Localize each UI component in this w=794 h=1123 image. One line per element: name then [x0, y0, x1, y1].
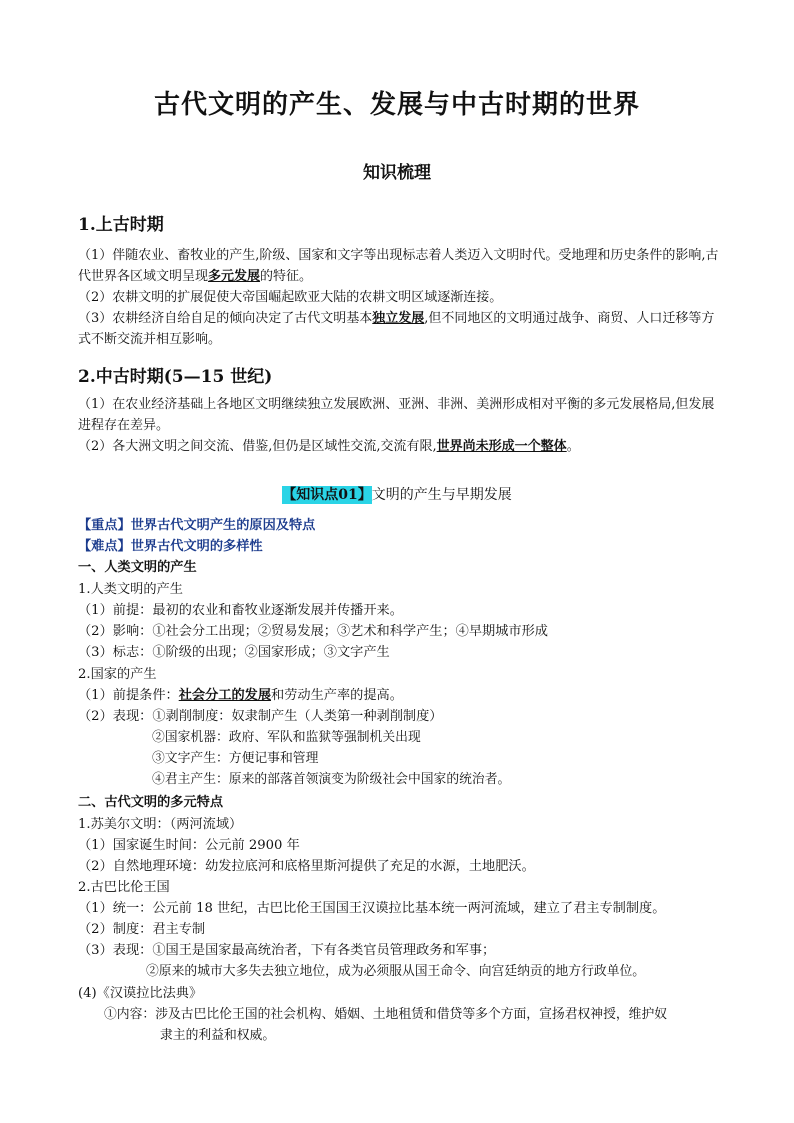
focus-tag: 【重点】 [78, 518, 131, 533]
difficulty-line [78, 537, 263, 557]
list-item: （1）前提：最初的农业和畜牧业逐渐发展并传播开来。 [78, 603, 403, 618]
focus-line [78, 516, 315, 536]
highlight: 】 [357, 487, 372, 503]
difficulty-text: 世界古代文明的多样性 [130, 539, 263, 554]
list-item: ①内容：涉及古巴比伦王国的社会机构、婚姻、土地租赁和借贷等多个方面，宣扬君权神授，维护奴 [104, 1007, 668, 1022]
list-item: （2）自然地理环境：幼发拉底河和底格里斯河提供了充足的水源，土地肥沃。 [78, 859, 535, 874]
text: （3）农耕经济自给自足的倾向决定了古代文明基本 [78, 311, 373, 326]
section-heading-medieval: 2.中古时期(5—15 世纪) [78, 367, 273, 387]
underlined-text: 世界尚未形成一个整体 [436, 439, 567, 454]
text: ,但不同地区的文明通过战争、商贸、人口迁移等方式不断交流并相互影响。 [78, 311, 715, 347]
text: （1）前提条件： [78, 688, 179, 703]
underlined-text: 独立发展 [372, 311, 425, 326]
knowledge-point-title: 文明的产生与早期发展 [371, 487, 512, 503]
text: 和劳动生产率的提高。 [271, 688, 403, 703]
list-item: (4)《汉谟拉比法典》 [78, 986, 203, 1001]
underlined-text: 多元发展 [208, 269, 261, 284]
list-item: ④君主产生：原来的部落首领演变为阶级社会中国家的统治者。 [152, 772, 511, 787]
section-heading-ancient: 1.上古时期 [78, 215, 164, 235]
list-item: （2）表现：①剥削制度：奴隶制产生（人类第一种剥削制度） [78, 709, 443, 724]
underlined-text: 社会分工的发展 [178, 688, 272, 703]
subsection-heading: 1.人类文明的产生 [78, 582, 183, 597]
list-item: （2）影响：①社会分工出现；②贸易发展；③艺术和科学产生；④早期城市形成 [78, 624, 548, 639]
list-item: （3）表现：①国王是国家最高统治者，下有各类官员管理政务和军事； [78, 943, 496, 958]
list-item: ③文字产生：方便记事和管理 [152, 751, 319, 766]
list-item: 隶主的利益和权威。 [160, 1028, 276, 1043]
list-item: ②国家机器：政府、军队和监狱等强制机关出现 [152, 730, 421, 745]
paragraph: （2）农耕文明的扩展促使大帝国崛起欧亚大陆的农耕文明区域逐渐连接。 [78, 290, 503, 305]
paragraph [78, 436, 723, 457]
difficulty-tag: 【难点】 [78, 539, 131, 554]
list-item: （2）制度：君主专制 [78, 922, 206, 937]
list-item [78, 686, 403, 706]
part-heading: 一、人类文明的产生 [78, 560, 197, 575]
paragraph: （1）在农业经济基础上各地区文明继续独立发展欧洲、亚洲、非洲、美洲形成相对平衡的多元发展格局,但发展进程存在差异。 [78, 397, 715, 433]
subsection-heading: 1.苏美尔文明：（两河流域） [78, 817, 243, 832]
subsection-heading: 2.古巴比伦王国 [78, 880, 170, 895]
subsection-heading: 2.国家的产生 [78, 667, 157, 682]
list-item: （1）统一：公元前 18 世纪，古巴比伦王国国王汉谟拉比基本统一两河流域，建立了君主专制制度。 [78, 901, 666, 916]
text: 的特征。 [260, 269, 313, 284]
part-heading: 二、古代文明的多元特点 [78, 795, 224, 810]
highlight: 【知识点 [282, 487, 339, 503]
text: （2）各大洲文明之间交流、借鉴,但仍是区域性交流,交流有限, [78, 439, 437, 454]
text: （1）伴随农业、畜牧业的产生,阶级、国家和文字等出现标志着人类迈入文明时代。受地理和历史条件的影响,古代世界各区域文明呈现 [78, 248, 719, 284]
knowledge-point-header [0, 484, 794, 504]
page-subtitle: 知识梳理 [363, 163, 431, 183]
text: 。 [566, 439, 580, 454]
paragraph [78, 308, 723, 350]
list-item: （3）标志：①阶级的出现；②国家形成；③文字产生 [78, 645, 390, 660]
list-item: ②原来的城市大多失去独立地位，成为必须服从国王命令、向宫廷纳贡的地方行政单位。 [146, 964, 646, 979]
highlight-number: 01 [338, 487, 358, 503]
focus-text: 世界古代文明产生的原因及特点 [130, 518, 316, 533]
page-title: 古代文明的产生、发展与中古时期的世界 [153, 90, 640, 120]
paragraph [78, 245, 723, 287]
list-item: （1）国家诞生时间：公元前 2900 年 [78, 838, 300, 853]
